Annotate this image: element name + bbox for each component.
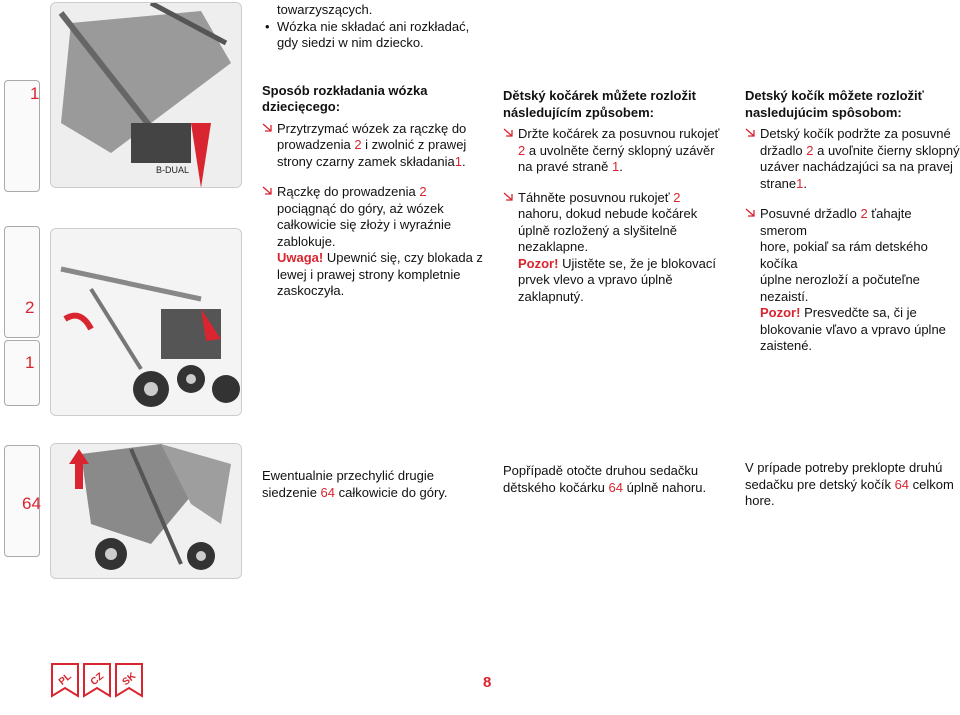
- cz-warning-line1: Pozor! Ujistěte se, že je blokovací: [518, 255, 716, 271]
- pl-step2-line4: zablokuje.: [277, 233, 336, 249]
- sk-seat-line1: V prípade potreby preklopte druhú: [745, 460, 943, 475]
- sk-step2-line3: úplne nerozloží a počuteľne: [760, 272, 920, 287]
- cz-step2-line1: Táhněte posuvnou rukojeť 2: [518, 189, 681, 205]
- sk-step2-line4: nezaistí.: [760, 288, 809, 304]
- pl-text-column: [262, 2, 487, 300]
- flag-label: CZ: [88, 670, 106, 688]
- pl-heading-line1: Sposób rozkładania wózka: [262, 82, 428, 98]
- stroller-photo-folded: [50, 2, 242, 188]
- sk-step-1: [745, 126, 960, 192]
- bullet-icon: •: [265, 18, 270, 34]
- cz-heading-line1: Dětský kočárek můžete rozložit: [503, 88, 696, 103]
- pl-top-line: towarzyszących.: [277, 2, 373, 17]
- sk-heading-line2: nasledujúcim spôsobom:: [745, 104, 902, 120]
- cz-step2-line3: úplně rozložený a slyšitelně: [518, 222, 677, 238]
- pl-step2-line1: Rączkę do prowadzenia 2: [277, 184, 427, 199]
- stroller-photo-unfolding: [50, 228, 242, 416]
- pl-step1-line3: strony czarny zamek składania1.: [277, 153, 466, 169]
- cz-heading-line2: následujícím způsobem:: [503, 104, 654, 120]
- cz-step-2: [503, 190, 733, 306]
- sk-step2-line1: Posuvné držadlo 2 ťahajte smerom: [760, 206, 912, 238]
- pl-step-1: [262, 121, 487, 171]
- pl-step2-line2: pociągnąć do góry, aż wózek: [277, 200, 444, 216]
- stroller-illustration: [51, 3, 241, 187]
- sk-seat-line3: hore.: [745, 493, 775, 508]
- cz-step1-line1: Držte kočárek za posuvnou rukojeť: [518, 126, 720, 141]
- language-flag-pl: [50, 662, 80, 698]
- sk-heading-line1: Detský kočík môžete rozložiť: [745, 88, 924, 103]
- cz-warning-line2: prvek vlevo a vpravo úplně: [518, 272, 673, 287]
- pl-bullet-line1: Wózka nie składać ani rozkładać,: [277, 18, 470, 34]
- arrow-right-down-icon: [262, 122, 274, 134]
- pl-top-bullet: [262, 19, 487, 52]
- cz-step1-line2: 2 a uvolněte černý sklopný uzávěr: [518, 142, 715, 158]
- language-flag-cz: [82, 662, 112, 698]
- pl-warning-line3: zaskoczyła.: [277, 283, 345, 298]
- sk-step1-line4: strane1.: [760, 175, 807, 191]
- cz-seat-line2: dětského kočárku 64 úplně nahoru.: [503, 479, 707, 495]
- pl-warning-line1: Uwaga! Upewnić się, czy blokada z: [277, 250, 483, 265]
- sk-step1-line1: Detský kočík podržte za posuvné: [760, 126, 951, 141]
- step-tab-number-1b: 1: [25, 353, 35, 372]
- pl-seat-line1: Ewentualnie przechylić drugie: [262, 468, 434, 483]
- pl-seat-text: [262, 468, 487, 501]
- sk-warning-line3: zaistené.: [760, 338, 813, 353]
- pl-seat-line2: siedzenie 64 całkowicie do góry.: [262, 484, 448, 500]
- sk-seat-text: [745, 460, 960, 510]
- step-tab-frame: [4, 340, 40, 406]
- page-number: 8: [483, 674, 492, 691]
- sk-warning-line2: blokovanie vľavo a vpravo úplne: [760, 321, 946, 337]
- pl-warning-line2: lewej i prawej strony kompletnie: [277, 266, 461, 282]
- cz-seat-text: [503, 463, 733, 496]
- flag-label: SK: [120, 670, 139, 689]
- step-tab-number-64: 64: [22, 494, 41, 513]
- pl-step1-line2: prowadzenia 2 i zwolnić z prawej: [277, 137, 467, 152]
- arrow-right-down-icon: [745, 127, 757, 139]
- cz-warning-line3: zaklapnutý.: [518, 288, 584, 304]
- pl-bullet-line2: gdy siedzi w nim dziecko.: [277, 35, 424, 50]
- sk-step-2: [745, 206, 960, 355]
- stroller-illustration: [51, 444, 241, 578]
- pl-step-2: [262, 184, 487, 300]
- arrow-right-down-icon: [262, 185, 274, 197]
- stroller-illustration: [51, 229, 241, 415]
- sk-step2-line2: hore, pokiaľ sa rám detského kočíka: [760, 239, 928, 271]
- arrow-right-down-icon: [503, 191, 515, 203]
- cz-step-1: [503, 126, 733, 176]
- sk-seat-line2: sedačku pre detský kočík 64 celkom: [745, 476, 954, 492]
- pl-step2-line3: całkowicie się złoży i wyraźnie: [277, 217, 452, 232]
- sk-text-column: [745, 88, 960, 355]
- stroller-photo-seat: [50, 443, 242, 579]
- cz-seat-line1: Popřípadě otočte druhou sedačku: [503, 463, 699, 478]
- arrow-right-down-icon: [503, 127, 515, 139]
- sk-step1-line3: uzáver nachádzajúci sa na pravej: [760, 159, 953, 174]
- language-flag-sk: [114, 662, 144, 698]
- cz-text-column: [503, 88, 733, 305]
- step-tab-number-2: 2: [25, 298, 35, 317]
- flag-label: PL: [56, 671, 74, 688]
- pl-step1-line1: Przytrzymać wózek za rączkę do: [277, 120, 467, 136]
- cz-step1-line3: na pravé straně 1.: [518, 159, 623, 174]
- sk-heading: [745, 88, 960, 121]
- pl-heading-line2: dziecięcego:: [262, 99, 341, 114]
- sk-step1-line2: držadlo 2 a uvoľnite čierny sklopný: [760, 142, 960, 158]
- cz-heading: [503, 88, 733, 121]
- arrow-right-down-icon: [745, 207, 757, 219]
- step-tab-frame: [4, 226, 40, 338]
- sk-warning-line1: Pozor! Presvedčte sa, či je: [760, 305, 917, 320]
- cz-step2-line4: nezaklapne.: [518, 239, 589, 254]
- cz-step2-line2: nahoru, dokud nebude kočárek: [518, 206, 698, 221]
- step-tab-number-1: 1: [30, 84, 40, 103]
- pl-heading: [262, 83, 487, 116]
- brand-label: B-DUAL: [156, 165, 190, 175]
